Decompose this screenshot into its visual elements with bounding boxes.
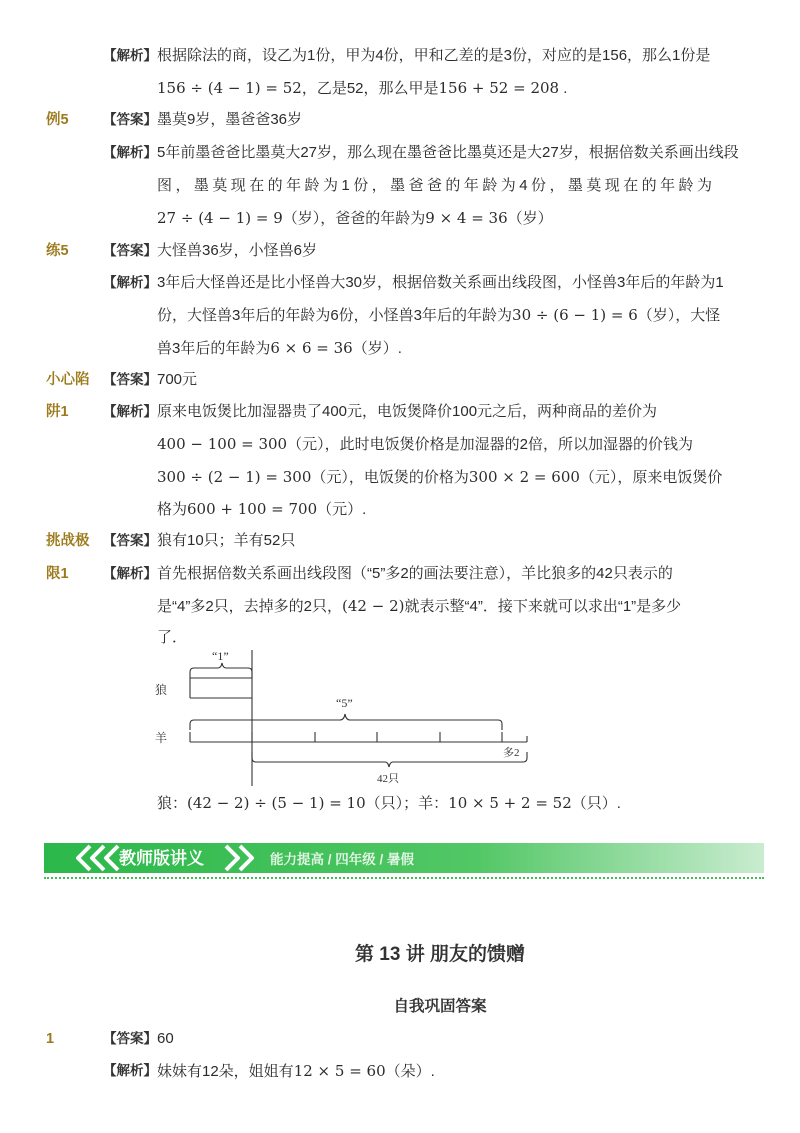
text-segment: （岁）. — [352, 340, 402, 357]
double-chevron-right-icon — [220, 843, 260, 873]
math-expression: 156 + 52 = 208 — [438, 79, 560, 97]
analysis-line — [157, 338, 402, 359]
text-segment: （元），电饭煲的价格为 — [311, 469, 469, 486]
line-segment-diagram — [0, 648, 800, 788]
sheep-label: 羊 — [155, 731, 168, 745]
wolf-label: 狼 — [155, 683, 168, 697]
analysis-tag: 【解析】 — [103, 145, 157, 160]
text-segment: （朵）. — [385, 1063, 435, 1080]
answer-tag: 【答案】 — [103, 243, 157, 258]
analysis-line — [157, 596, 681, 617]
answer-text: 墨莫9岁，墨爸爸36岁 — [157, 111, 303, 128]
example-label: 例5 — [46, 112, 69, 128]
text-segment: . — [563, 80, 568, 97]
answer-tag: 【答案】 — [103, 112, 157, 127]
answer-text: 大怪兽36岁，小怪兽6岁 — [157, 242, 318, 259]
analysis-line — [157, 208, 553, 229]
answer-tag: 【答案】 — [103, 1031, 157, 1046]
math-expression: 300 × 2 = 600 — [468, 468, 580, 486]
challenge-label: 挑战极 — [46, 533, 90, 549]
analysis-line — [157, 434, 693, 455]
math-expression: 10 × 5 + 2 = 52 — [448, 794, 572, 812]
answer-text: 700元 — [157, 371, 198, 388]
brace-five-label: “5” — [336, 696, 353, 710]
section-title: 自我巩固答案 — [393, 998, 487, 1015]
text-segment: （岁），大怪 — [637, 307, 721, 324]
analysis-tag: 【解析】 — [103, 566, 157, 581]
math-expression: 30 ÷ (6 − 1) = 6 — [512, 306, 638, 324]
banner-title: 教师版讲义 — [119, 849, 204, 868]
brace-one-label: “1” — [212, 649, 229, 663]
forty-two-label: 42只 — [377, 773, 399, 785]
text-segment: 兽3年后的年龄为 — [157, 340, 271, 357]
question-number: 1 — [46, 1031, 55, 1047]
math-expression: (42 − 2) ÷ (5 − 1) = 10 — [187, 794, 366, 812]
analysis-tag: 【解析】 — [103, 1063, 157, 1078]
text-segment: 就表示整“4”．接下来就可以求出“1”是多少 — [404, 598, 682, 615]
math-expression: (42 − 2) — [342, 597, 405, 615]
analysis-tag: 【解析】 — [103, 275, 157, 290]
analysis-line: 首先根据倍数关系画出线段图（“5”多2的画法要注意），羊比狼多的42只表示的 — [157, 565, 673, 582]
lecture-title: 第 13 讲 朋友的馈赠 — [355, 944, 525, 965]
analysis-line: 根据除法的商，设乙为1份，甲为4份，甲和乙差的是3份，对应的是156，那么1份是 — [157, 47, 711, 64]
math-expression: 27 ÷ (4 − 1) = 9 — [157, 209, 283, 227]
text-segment: （元），原来电饭煲价 — [579, 469, 723, 486]
text-segment: 妹妹有12朵，姐姐有 — [157, 1063, 294, 1080]
text-segment: （元）. — [317, 501, 367, 518]
math-expression: 6 × 6 = 36 — [270, 339, 353, 357]
trap-label: 小心陷 — [46, 372, 90, 388]
text-segment: （岁） — [507, 210, 553, 227]
text-segment: （元），此时电饭煲价格是加湿器的2倍，所以加湿器的价钱为 — [287, 436, 693, 453]
answer-tag: 【答案】 — [103, 533, 157, 548]
more-two-label: 多2 — [503, 747, 520, 759]
math-expression: 400 − 100 = 300 — [157, 435, 288, 453]
analysis-line: 5年前墨爸爸比墨莫大27岁，那么现在墨爸爸比墨莫还是大27岁，根据倍数关系画出线段 — [157, 144, 739, 161]
text-segment: 份，大怪兽3年后的年龄为6份，小怪兽3年后的年龄为 — [157, 307, 513, 324]
text-segment: 是“4”多2只，去掉多的2只， — [157, 598, 343, 615]
math-expression: 600 + 100 = 700 — [187, 500, 318, 518]
math-expression: 156 ÷ (4 − 1) = 52 — [157, 79, 302, 97]
analysis-line — [157, 467, 722, 488]
answer-text: 狼有10只；羊有52只 — [157, 532, 296, 549]
text-segment: 格为 — [157, 501, 188, 518]
text-segment: ，乙是52，那么甲是 — [301, 80, 439, 97]
analysis-tag: 【解析】 — [103, 404, 157, 419]
answer-tag: 【答案】 — [103, 372, 157, 387]
final-answer-line — [157, 793, 621, 814]
answer-text: 60 — [157, 1030, 174, 1047]
math-expression: 9 × 4 = 36 — [425, 209, 508, 227]
analysis-line — [157, 78, 567, 99]
brace-five — [190, 714, 502, 730]
math-expression: 12 × 5 = 60 — [293, 1062, 386, 1080]
analysis-line — [157, 305, 720, 326]
analysis-line: 3年后大怪兽还是比小怪兽大30岁，根据倍数关系画出线段图，小怪兽3年后的年龄为1 — [157, 274, 724, 291]
analysis-line — [157, 499, 366, 520]
banner-subtitle: 能力提高 / 四年级 / 暑假 — [270, 852, 415, 867]
text-segment: 狼： — [157, 795, 188, 812]
analysis-line — [157, 1061, 435, 1082]
challenge-label-cont: 限1 — [46, 566, 69, 582]
analysis-line: 原来电饭煲比加湿器贵了400元，电饭煲降价100元之后，两种商品的差价为 — [157, 403, 658, 420]
text-segment: （岁），爸爸的年龄为 — [282, 210, 426, 227]
analysis-line: 了． — [157, 629, 188, 646]
practice-label: 练5 — [46, 243, 69, 259]
brace-one — [190, 663, 252, 678]
analysis-line: 图，墨莫现在的年龄为1份，墨爸爸的年龄为4份，墨莫现在的年龄为 — [157, 177, 712, 194]
brace-forty-two — [252, 752, 527, 767]
text-segment: （只）. — [571, 795, 621, 812]
trap-label-cont: 阱1 — [46, 404, 69, 420]
math-expression: 300 ÷ (2 − 1) = 300 — [157, 468, 312, 486]
text-segment: （只）；羊： — [365, 795, 449, 812]
dotted-divider — [44, 877, 764, 879]
double-chevron-left-icon — [60, 843, 120, 873]
analysis-tag: 【解析】 — [103, 48, 157, 63]
